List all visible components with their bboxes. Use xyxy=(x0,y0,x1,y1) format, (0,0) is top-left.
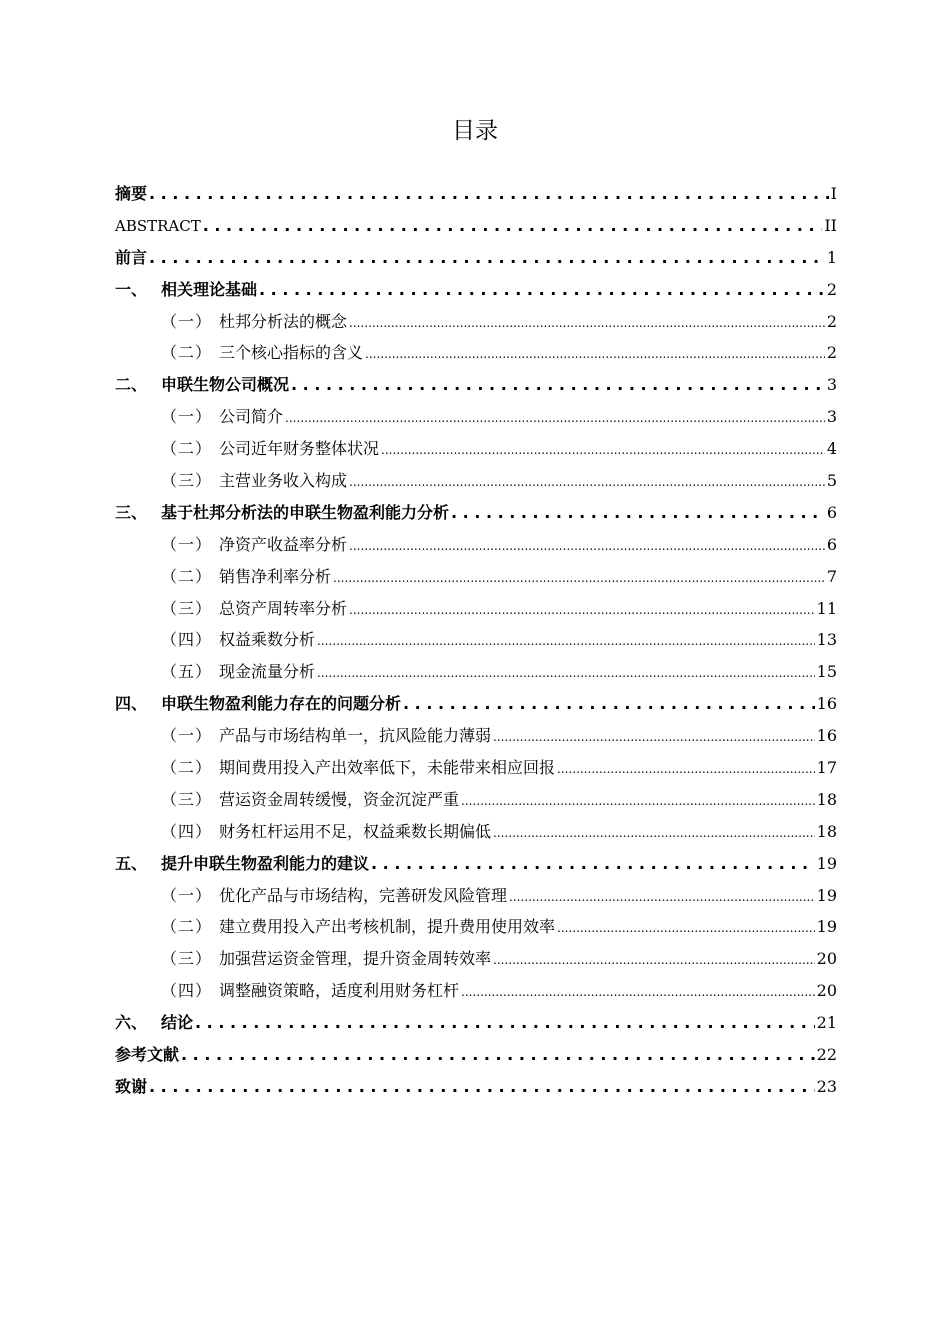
toc-page-number: 13 xyxy=(816,630,837,650)
toc-page-number: 16 xyxy=(816,726,837,746)
toc-entry-title: 前言 xyxy=(115,247,148,267)
toc-dot-leader xyxy=(333,561,825,595)
toc-entry-number: （一） xyxy=(161,407,213,427)
toc-page-number: 18 xyxy=(816,789,837,809)
toc-section-entry[interactable] xyxy=(115,656,837,688)
toc-dot-leader xyxy=(365,337,825,371)
toc-entry-title: 参考文献 xyxy=(115,1045,180,1065)
toc-page-number: 11 xyxy=(816,598,837,618)
toc-entry-title: 营运资金周转缓慢，资金沉淀严重 xyxy=(219,789,460,809)
page-title: 目录 xyxy=(452,118,498,144)
toc-entry-number: （二） xyxy=(161,439,213,459)
toc-page-number: 6 xyxy=(826,534,837,554)
toc-section-entry[interactable] xyxy=(115,337,837,369)
toc-dot-leader xyxy=(349,529,825,563)
toc-chapter-entry[interactable] xyxy=(115,242,837,274)
toc-section-entry[interactable] xyxy=(115,593,837,625)
toc-entry-title: 公司简介 xyxy=(219,407,284,427)
toc-section-entry[interactable] xyxy=(115,306,837,338)
toc-entry-number: （二） xyxy=(161,917,213,937)
toc-page-number: 20 xyxy=(816,981,837,1001)
toc-section-entry[interactable] xyxy=(115,433,837,465)
toc-entry-number: 六、 xyxy=(115,1013,148,1033)
toc-dot-leader xyxy=(371,848,815,880)
toc-entry-number: （三） xyxy=(161,789,213,809)
toc-dot-leader xyxy=(291,369,825,401)
toc-entry-title: 结论 xyxy=(161,1013,194,1033)
toc-dot-leader xyxy=(349,593,815,627)
toc-entry-title: 申联生物公司概况 xyxy=(161,375,290,395)
toc-entry-number: （一） xyxy=(161,726,213,746)
toc-entry-title: 产品与市场结构单一，抗风险能力薄弱 xyxy=(219,726,492,746)
toc-entry-title: 净资产收益率分析 xyxy=(219,534,348,554)
toc-page-number: 19 xyxy=(816,885,837,905)
toc-section-entry[interactable] xyxy=(115,529,837,561)
toc-entry-title: 摘要 xyxy=(115,184,148,203)
toc-entry-number: （一） xyxy=(161,534,213,554)
toc-entry-title: 销售净利率分析 xyxy=(219,566,332,586)
toc-entry-title: 致谢 xyxy=(115,1076,148,1096)
toc-page-number: 2 xyxy=(826,279,837,299)
toc-chapter-entry[interactable] xyxy=(115,848,837,880)
toc-section-entry[interactable] xyxy=(115,401,837,433)
toc-entry-title: 加强营运资金管理，提升资金周转效率 xyxy=(219,949,492,969)
toc-dot-leader xyxy=(381,433,825,467)
toc-page-number: 4 xyxy=(826,439,837,459)
toc-entry-title: 调整融资策略，适度利用财务杠杆 xyxy=(219,981,460,1001)
toc-entry-title: 申联生物盈利能力存在的问题分析 xyxy=(161,694,402,714)
toc-entry-title: 财务杠杆运用不足，权益乘数长期偏低 xyxy=(219,821,492,841)
toc-entry-number: （二） xyxy=(161,566,213,586)
toc-entry-title: 总资产周转率分析 xyxy=(219,598,348,618)
toc-section-entry[interactable] xyxy=(115,752,837,784)
toc-dot-leader xyxy=(317,656,815,690)
toc-page-number: 19 xyxy=(816,917,837,937)
toc-section-entry[interactable] xyxy=(115,561,837,593)
toc-page-number: 18 xyxy=(816,821,837,841)
toc-page-number: 1 xyxy=(826,247,837,267)
toc-entry-number: （三） xyxy=(161,949,213,969)
toc-entry-title: 优化产品与市场结构，完善研发风险管理 xyxy=(219,885,508,905)
toc-section-entry[interactable] xyxy=(115,465,837,497)
toc-entry-title: 相关理论基础 xyxy=(161,279,258,299)
toc-page-number: 20 xyxy=(816,949,837,969)
toc-page-number: 3 xyxy=(826,375,837,395)
toc-dot-leader xyxy=(557,911,815,945)
toc-entry-number: （二） xyxy=(161,343,213,363)
toc-page-number: 19 xyxy=(816,853,837,873)
toc-section-entry[interactable] xyxy=(115,911,837,943)
toc-chapter-entry[interactable] xyxy=(115,688,837,720)
toc-entry-number: （一） xyxy=(161,885,213,905)
toc-page-number: 16 xyxy=(816,694,837,714)
toc-dot-leader xyxy=(149,1071,815,1103)
toc-dot-leader xyxy=(509,880,815,914)
toc-page-number: 17 xyxy=(816,758,837,778)
toc-dot-leader xyxy=(557,752,815,786)
toc-chapter-entry[interactable] xyxy=(115,178,837,210)
toc-entry-title: 基于杜邦分析法的申联生物盈利能力分析 xyxy=(161,502,450,522)
toc-entry-number: （一） xyxy=(161,311,213,331)
toc-chapter-entry[interactable] xyxy=(115,1039,837,1071)
toc-entry-number: 五、 xyxy=(115,853,148,873)
toc-entry-title: 建立费用投入产出考核机制，提升费用使用效率 xyxy=(219,917,556,937)
toc-dot-leader xyxy=(203,210,823,242)
toc-entry-number: （五） xyxy=(161,662,213,682)
toc-dot-leader xyxy=(461,975,815,1009)
toc-page-number: 22 xyxy=(816,1045,837,1065)
toc-dot-leader xyxy=(259,274,825,306)
toc-section-entry[interactable] xyxy=(115,975,837,1007)
toc-page-number: 7 xyxy=(826,566,837,586)
toc-section-entry[interactable] xyxy=(115,784,837,816)
toc-section-entry[interactable] xyxy=(115,624,837,656)
toc-entry-number: （四） xyxy=(161,630,213,650)
toc-dot-leader xyxy=(149,242,825,274)
toc-chapter-entry[interactable] xyxy=(115,1071,837,1103)
toc-entry-number: 三、 xyxy=(115,502,148,522)
toc-dot-leader xyxy=(349,465,825,499)
toc-entry-number: （二） xyxy=(161,758,213,778)
toc-entry-number: （四） xyxy=(161,981,213,1001)
toc-entry-number: （三） xyxy=(161,471,213,491)
toc-dot-leader xyxy=(149,178,829,210)
toc-chapter-entry[interactable] xyxy=(115,1007,837,1039)
toc-chapter-entry[interactable] xyxy=(115,210,837,242)
toc-dot-leader xyxy=(403,688,815,720)
toc-dot-leader xyxy=(451,497,825,529)
toc-dot-leader xyxy=(493,943,815,977)
toc-page-number: 21 xyxy=(816,1013,837,1033)
toc-entry-title: ABSTRACT xyxy=(115,216,201,235)
toc-entry-title: 提升申联生物盈利能力的建议 xyxy=(161,853,370,873)
toc-section-entry[interactable] xyxy=(115,720,837,752)
toc-chapter-entry[interactable] xyxy=(115,274,837,306)
toc-entry-number: （四） xyxy=(161,821,213,841)
toc-dot-leader xyxy=(493,816,815,850)
toc-entry-title: 主营业务收入构成 xyxy=(219,471,348,491)
toc-entry-number: 一、 xyxy=(115,279,148,299)
toc-dot-leader xyxy=(285,401,825,435)
toc-page-number: I xyxy=(830,184,837,203)
toc-page-number: 6 xyxy=(826,502,837,522)
toc-dot-leader xyxy=(317,624,815,658)
toc-page-number: 23 xyxy=(816,1076,837,1096)
toc-chapter-entry[interactable] xyxy=(115,369,837,401)
toc-entry-number: （三） xyxy=(161,598,213,618)
toc-dot-leader xyxy=(493,720,815,754)
toc-page-number: II xyxy=(824,215,837,235)
toc-entry-title: 权益乘数分析 xyxy=(219,630,316,650)
toc-page-number: 2 xyxy=(826,311,837,331)
toc-entry-number: 四、 xyxy=(115,694,148,714)
toc-dot-leader xyxy=(195,1007,815,1039)
toc-page-number: 2 xyxy=(826,343,837,363)
toc-dot-leader xyxy=(349,306,825,340)
toc-chapter-entry[interactable] xyxy=(115,497,837,529)
toc-section-entry[interactable] xyxy=(115,943,837,975)
toc-entry-title: 三个核心指标的含义 xyxy=(219,343,364,363)
table-of-contents xyxy=(115,178,837,1103)
toc-entry-title: 现金流量分析 xyxy=(219,662,316,682)
toc-page-number: 3 xyxy=(826,407,837,427)
toc-section-entry[interactable] xyxy=(115,816,837,848)
toc-dot-leader xyxy=(461,784,815,818)
toc-dot-leader xyxy=(181,1039,815,1071)
toc-entry-title: 杜邦分析法的概念 xyxy=(219,311,348,331)
toc-page-number: 5 xyxy=(826,471,837,491)
toc-section-entry[interactable] xyxy=(115,880,837,912)
toc-entry-title: 期间费用投入产出效率低下，未能带来相应回报 xyxy=(219,758,556,778)
toc-page-number: 15 xyxy=(816,662,837,682)
toc-entry-number: 二、 xyxy=(115,375,148,395)
toc-entry-title: 公司近年财务整体状况 xyxy=(219,439,380,459)
